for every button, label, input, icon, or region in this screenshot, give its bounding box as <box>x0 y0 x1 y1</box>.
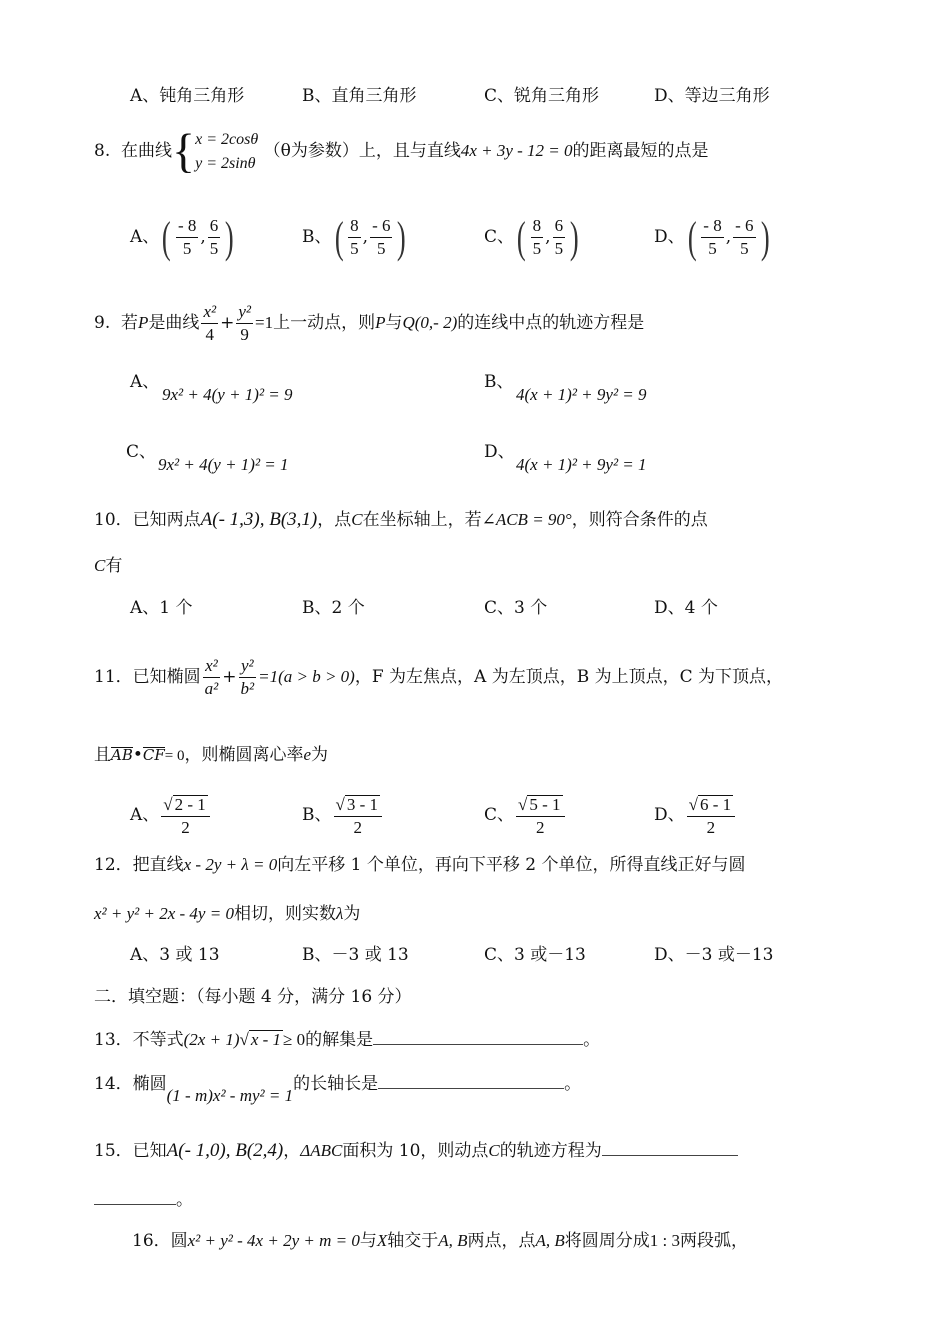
fraction-num: 6 <box>208 217 221 238</box>
q8-option-d: D、( $\frac{- 8}{5}$ , $\frac{- 6}{5}$ ) <box>654 212 770 262</box>
q11-option-d <box>654 792 737 838</box>
q10-option-c: C、3 个 <box>484 598 548 618</box>
q8-stem <box>94 126 709 176</box>
q14-post: 的长轴长是 <box>293 1074 379 1094</box>
q8-line: 4x + 3y - 12 = 0 <box>460 141 573 160</box>
q12-line2-tail: 为 <box>343 904 361 924</box>
fraction-den: 5 <box>182 239 192 258</box>
fraction <box>176 217 198 258</box>
q16-stem <box>132 1232 748 1250</box>
q8-option-a: A、( $\frac{- 8}{5}$ , $\frac{6}{5}$ ) <box>130 212 234 262</box>
q8-number: 8. <box>94 141 111 161</box>
left-paren: ( <box>334 212 344 262</box>
q8-option-a-label: A、 <box>130 227 160 247</box>
fraction-num: 8 <box>531 217 544 238</box>
q9-stem: 9. 若P是曲线 $\frac{\text{x²}}{4}$ + $\frac{\text{y²}}{9}$ =1上一动点，则P与Q(0,- 2)的连线中点的轨迹方程是 <box>94 302 645 344</box>
q11-option-d-label: D、 <box>654 805 685 825</box>
q7-option-d: D、等边三角形 <box>654 86 770 106</box>
q12-number: 12．把直线 <box>94 855 184 875</box>
q14-end: 。 <box>564 1074 582 1094</box>
point-c: C <box>351 510 363 529</box>
q7-option-a: A、钝角三角形 <box>130 86 245 106</box>
q8-option-c: C、( $\frac{8}{5}$ , $\frac{6}{5}$ ) <box>484 212 579 262</box>
q11-eq0: = 0 <box>164 748 185 764</box>
fraction-den: 5 <box>377 239 386 258</box>
system-brace: { <box>172 124 196 178</box>
fraction <box>370 217 392 258</box>
q14-expr: (1 - m)x² - my² = 1 <box>166 1086 294 1105</box>
q15-end: 。 <box>176 1190 193 1210</box>
fraction-num: 6 <box>553 217 566 238</box>
q10-number: 10．已知两点 <box>94 510 201 530</box>
q11-line2 <box>94 746 328 764</box>
q11-stem: 11．已知椭圆 $\frac{\text{x²}}{\text{a²}}$ + $\frac{\text{y²}}{\text{b²}}$ =1(a > b > 0)，F 为左焦点，A 为左顶点，B 为上顶点，C 为下顶点， <box>94 656 784 698</box>
q12-option-d: D、－3 或－13 <box>654 945 774 965</box>
q8-option-b: B、( $\frac{8}{5}$ , $\frac{- 6}{5}$ ) <box>302 212 407 262</box>
answer-blank-continued[interactable] <box>94 1190 176 1205</box>
fraction: $\frac{√ 3 - 1}{2}$ <box>334 795 383 837</box>
q16-mid2: 轴交于 <box>387 1231 439 1251</box>
q12-line2 <box>94 905 360 923</box>
fraction-y2-9: $\frac{\text{y²}}{9}$ <box>238 302 251 344</box>
fraction-num: - 8 <box>701 217 723 238</box>
q16-post: 将圆周分成 <box>564 1231 650 1251</box>
q9-option-a: 9x² + 4(y + 1)² = 9 <box>162 385 293 404</box>
fraction: $\frac{√ 2 - 1}{2}$ <box>161 795 210 837</box>
q11-option-b <box>302 792 384 838</box>
left-paren: ( <box>687 212 697 262</box>
fraction: $\frac{√ 6 - 1}{2}$ <box>687 795 736 837</box>
points-ab: A, B <box>535 1231 565 1250</box>
q15-post2: 的轨迹方程为 <box>499 1141 602 1161</box>
q9-post: 的连线中点的轨迹方程是 <box>457 313 645 333</box>
fraction <box>553 217 566 258</box>
q12-option-b: B、－3 或 13 <box>302 945 409 965</box>
q9-mid: 是曲线 <box>148 313 200 333</box>
q8-option-c-label: C、 <box>484 227 515 247</box>
q12-line-eq: x - 2y + λ = 0 <box>183 855 278 874</box>
sqrt-expr: 5 - 1 <box>529 794 561 814</box>
fraction <box>733 217 755 258</box>
fraction <box>701 217 723 258</box>
param-system <box>195 128 258 176</box>
q9-option-d-label: D、 <box>484 442 515 462</box>
q16-ratio: 1 : 3 <box>649 1231 681 1250</box>
q12-post: 向左平移 1 个单位，再向下平移 2 个单位，所得直线正好与圆 <box>277 855 746 875</box>
fraction: $\frac{√ 5 - 1}{2}$ <box>516 795 565 837</box>
fraction-num: - 6 <box>733 217 755 238</box>
answer-blank[interactable] <box>378 1074 564 1089</box>
point-q: Q(0,- 2) <box>402 313 458 332</box>
q9-option-a-label: A、 <box>130 372 160 392</box>
q10-line2 <box>94 557 122 575</box>
q16-circle-eq: x² + y² - 4x + 2y + m = 0 <box>187 1231 360 1250</box>
answer-blank[interactable] <box>602 1141 738 1156</box>
q11-option-b-label: B、 <box>302 805 332 825</box>
fraction-den: 5 <box>708 239 717 258</box>
q10-mid: ，点 <box>317 510 352 530</box>
q13-sqrt: x - 1 <box>250 1030 282 1049</box>
q12-stem <box>94 856 745 874</box>
q11-eq-tail: =1(a > b > 0) <box>258 667 355 686</box>
q13-end: 。 <box>583 1030 601 1050</box>
q13-number: 13．不等式 <box>94 1030 184 1050</box>
q9-with: 与 <box>385 313 403 333</box>
q10-mid2: 在坐标轴上，若 <box>362 510 482 530</box>
fraction-den: 2 <box>181 817 190 837</box>
fraction-den: 2 <box>353 817 362 837</box>
q11-option-c <box>484 792 567 838</box>
q13-expr: (2x + 1) <box>183 1030 240 1049</box>
q9-option-c: 9x² + 4(y + 1)² = 1 <box>158 455 289 474</box>
q16-mid: 与 <box>359 1231 377 1251</box>
q11-line2-pre: 且 <box>94 745 111 765</box>
q9-number: 9. <box>94 313 111 333</box>
fraction-x2-a2: $\frac{\text{x²}}{\text{a²}}$ <box>204 656 219 698</box>
q14-stem <box>94 1074 582 1105</box>
q9-option-b: 4(x + 1)² + 9y² = 9 <box>516 385 647 404</box>
answer-blank[interactable] <box>373 1030 583 1045</box>
right-paren: ) <box>760 212 770 262</box>
fraction-x2-4: $\frac{\text{x²}}{4}$ <box>203 302 217 344</box>
q8-option-d-label: D、 <box>654 227 685 247</box>
q15-comma: ， <box>283 1141 301 1161</box>
q15-line2 <box>94 1190 193 1209</box>
q11-option-c-label: C、 <box>484 805 515 825</box>
q15-points: A(- 1,0), B(2,4) <box>166 1140 284 1161</box>
left-paren: ( <box>162 212 172 262</box>
section-heading: 二．填空题：（每小题 4 分，满分 16 分） <box>94 987 412 1007</box>
point-p: P <box>375 313 386 332</box>
fraction <box>348 217 361 258</box>
param-eq-y: y = 2sinθ <box>195 154 256 172</box>
axis-x: X <box>376 1231 388 1250</box>
q12-line2-post: 相切，则实数 <box>233 904 336 924</box>
q7-option-b: B、直角三角形 <box>302 86 417 106</box>
q9-after: 上一动点，则 <box>273 313 376 333</box>
q8-param: （θ为参数）上，且与直线 <box>263 141 461 161</box>
eccentricity-e: e <box>303 745 312 764</box>
q8-option-b-label: B、 <box>302 227 332 247</box>
q15-triangle: ΔABC <box>300 1141 343 1160</box>
fraction-num: - 6 <box>370 217 392 238</box>
q9-option-d: 4(x + 1)² + 9y² = 1 <box>516 455 647 474</box>
eq-tail: =1 <box>255 313 274 332</box>
q11-post: ，F 为左焦点，A 为左顶点，B 为上顶点，C 为下顶点， <box>354 667 784 687</box>
q13-post: 的解集是 <box>305 1030 374 1050</box>
q11-line2-post: ，则椭圆离心率 <box>184 745 304 765</box>
fraction-den: 5 <box>350 239 359 258</box>
q11-number: 11．已知椭圆 <box>94 667 201 687</box>
sqrt-expr: 3 - 1 <box>346 794 379 814</box>
q15-stem <box>94 1141 738 1160</box>
q10-line2-post: 有 <box>105 556 123 576</box>
right-paren: ) <box>225 212 234 262</box>
q12-option-a: A、3 或 13 <box>130 945 220 965</box>
right-paren: ) <box>397 212 407 262</box>
q9-pre: 若 <box>121 313 139 333</box>
point-c: C <box>94 556 106 575</box>
q12-option-c: C、3 或－13 <box>484 945 586 965</box>
fraction <box>208 217 221 258</box>
q16-mid3: 两点，点 <box>467 1231 536 1251</box>
q10-points: A(- 1,3), B(3,1) <box>200 509 318 530</box>
point-c: C <box>488 1141 500 1160</box>
fraction-num: 8 <box>348 217 361 238</box>
q16-number: 16．圆 <box>132 1231 188 1251</box>
right-paren: ) <box>570 212 579 262</box>
fraction-num: - 8 <box>176 217 198 238</box>
q8-pre: 在曲线 <box>121 141 173 161</box>
dot-product: • <box>132 745 143 765</box>
q16-tail: 两段弧， <box>680 1231 749 1251</box>
q10-option-b: B、2 个 <box>302 598 365 618</box>
q10-option-a: A、1 个 <box>130 598 193 618</box>
q11-option-a-label: A、 <box>130 805 160 825</box>
fraction-den: 5 <box>740 239 749 258</box>
sqrt-expr: 6 - 1 <box>699 794 732 814</box>
q9-option-b-label: B、 <box>484 372 514 392</box>
fraction-y2-b2: $\frac{\text{y²}}{\text{b²}}$ <box>240 656 255 698</box>
points-ab: A, B <box>438 1231 468 1250</box>
vector-ab: AB <box>111 746 133 764</box>
q14-number: 14．椭圆 <box>94 1074 167 1094</box>
point-p: P <box>138 313 149 332</box>
param-eq-x: x = 2cosθ <box>195 130 259 148</box>
q15-number: 15．已知 <box>94 1141 167 1161</box>
q13-rel: ≥ 0 <box>283 1030 306 1049</box>
left-paren: ( <box>516 212 526 262</box>
q10-option-d: D、4 个 <box>654 598 718 618</box>
q11-line2-tail: 为 <box>311 745 329 765</box>
q11-option-a <box>130 792 212 838</box>
fraction <box>531 217 544 258</box>
q15-post: 面积为 10，则动点 <box>342 1141 489 1161</box>
q12-circle-eq: x² + y² + 2x - 4y = 0 <box>94 904 234 923</box>
lambda: λ <box>335 904 344 923</box>
q9-option-c-label: C、 <box>126 442 157 462</box>
fraction-den: 5 <box>554 239 564 258</box>
q7-option-c: C、锐角三角形 <box>484 86 600 106</box>
fraction-den: 2 <box>706 817 716 837</box>
q8-post: 的距离最短的点是 <box>572 141 709 161</box>
fraction-den: 5 <box>532 239 542 258</box>
fraction-den: 5 <box>209 239 219 258</box>
sqrt-expr: 2 - 1 <box>174 794 206 814</box>
q13-stem: 13．不等式(2x + 1)√ x - 1 ≥ 0的解集是 。 <box>94 1030 601 1050</box>
fraction-den: 2 <box>536 817 545 837</box>
q10-angle: ∠ACB = 90° <box>481 510 572 529</box>
q10-stem <box>94 510 708 529</box>
q10-post: ，则符合条件的点 <box>571 510 708 530</box>
vector-cf: CF <box>142 746 165 764</box>
